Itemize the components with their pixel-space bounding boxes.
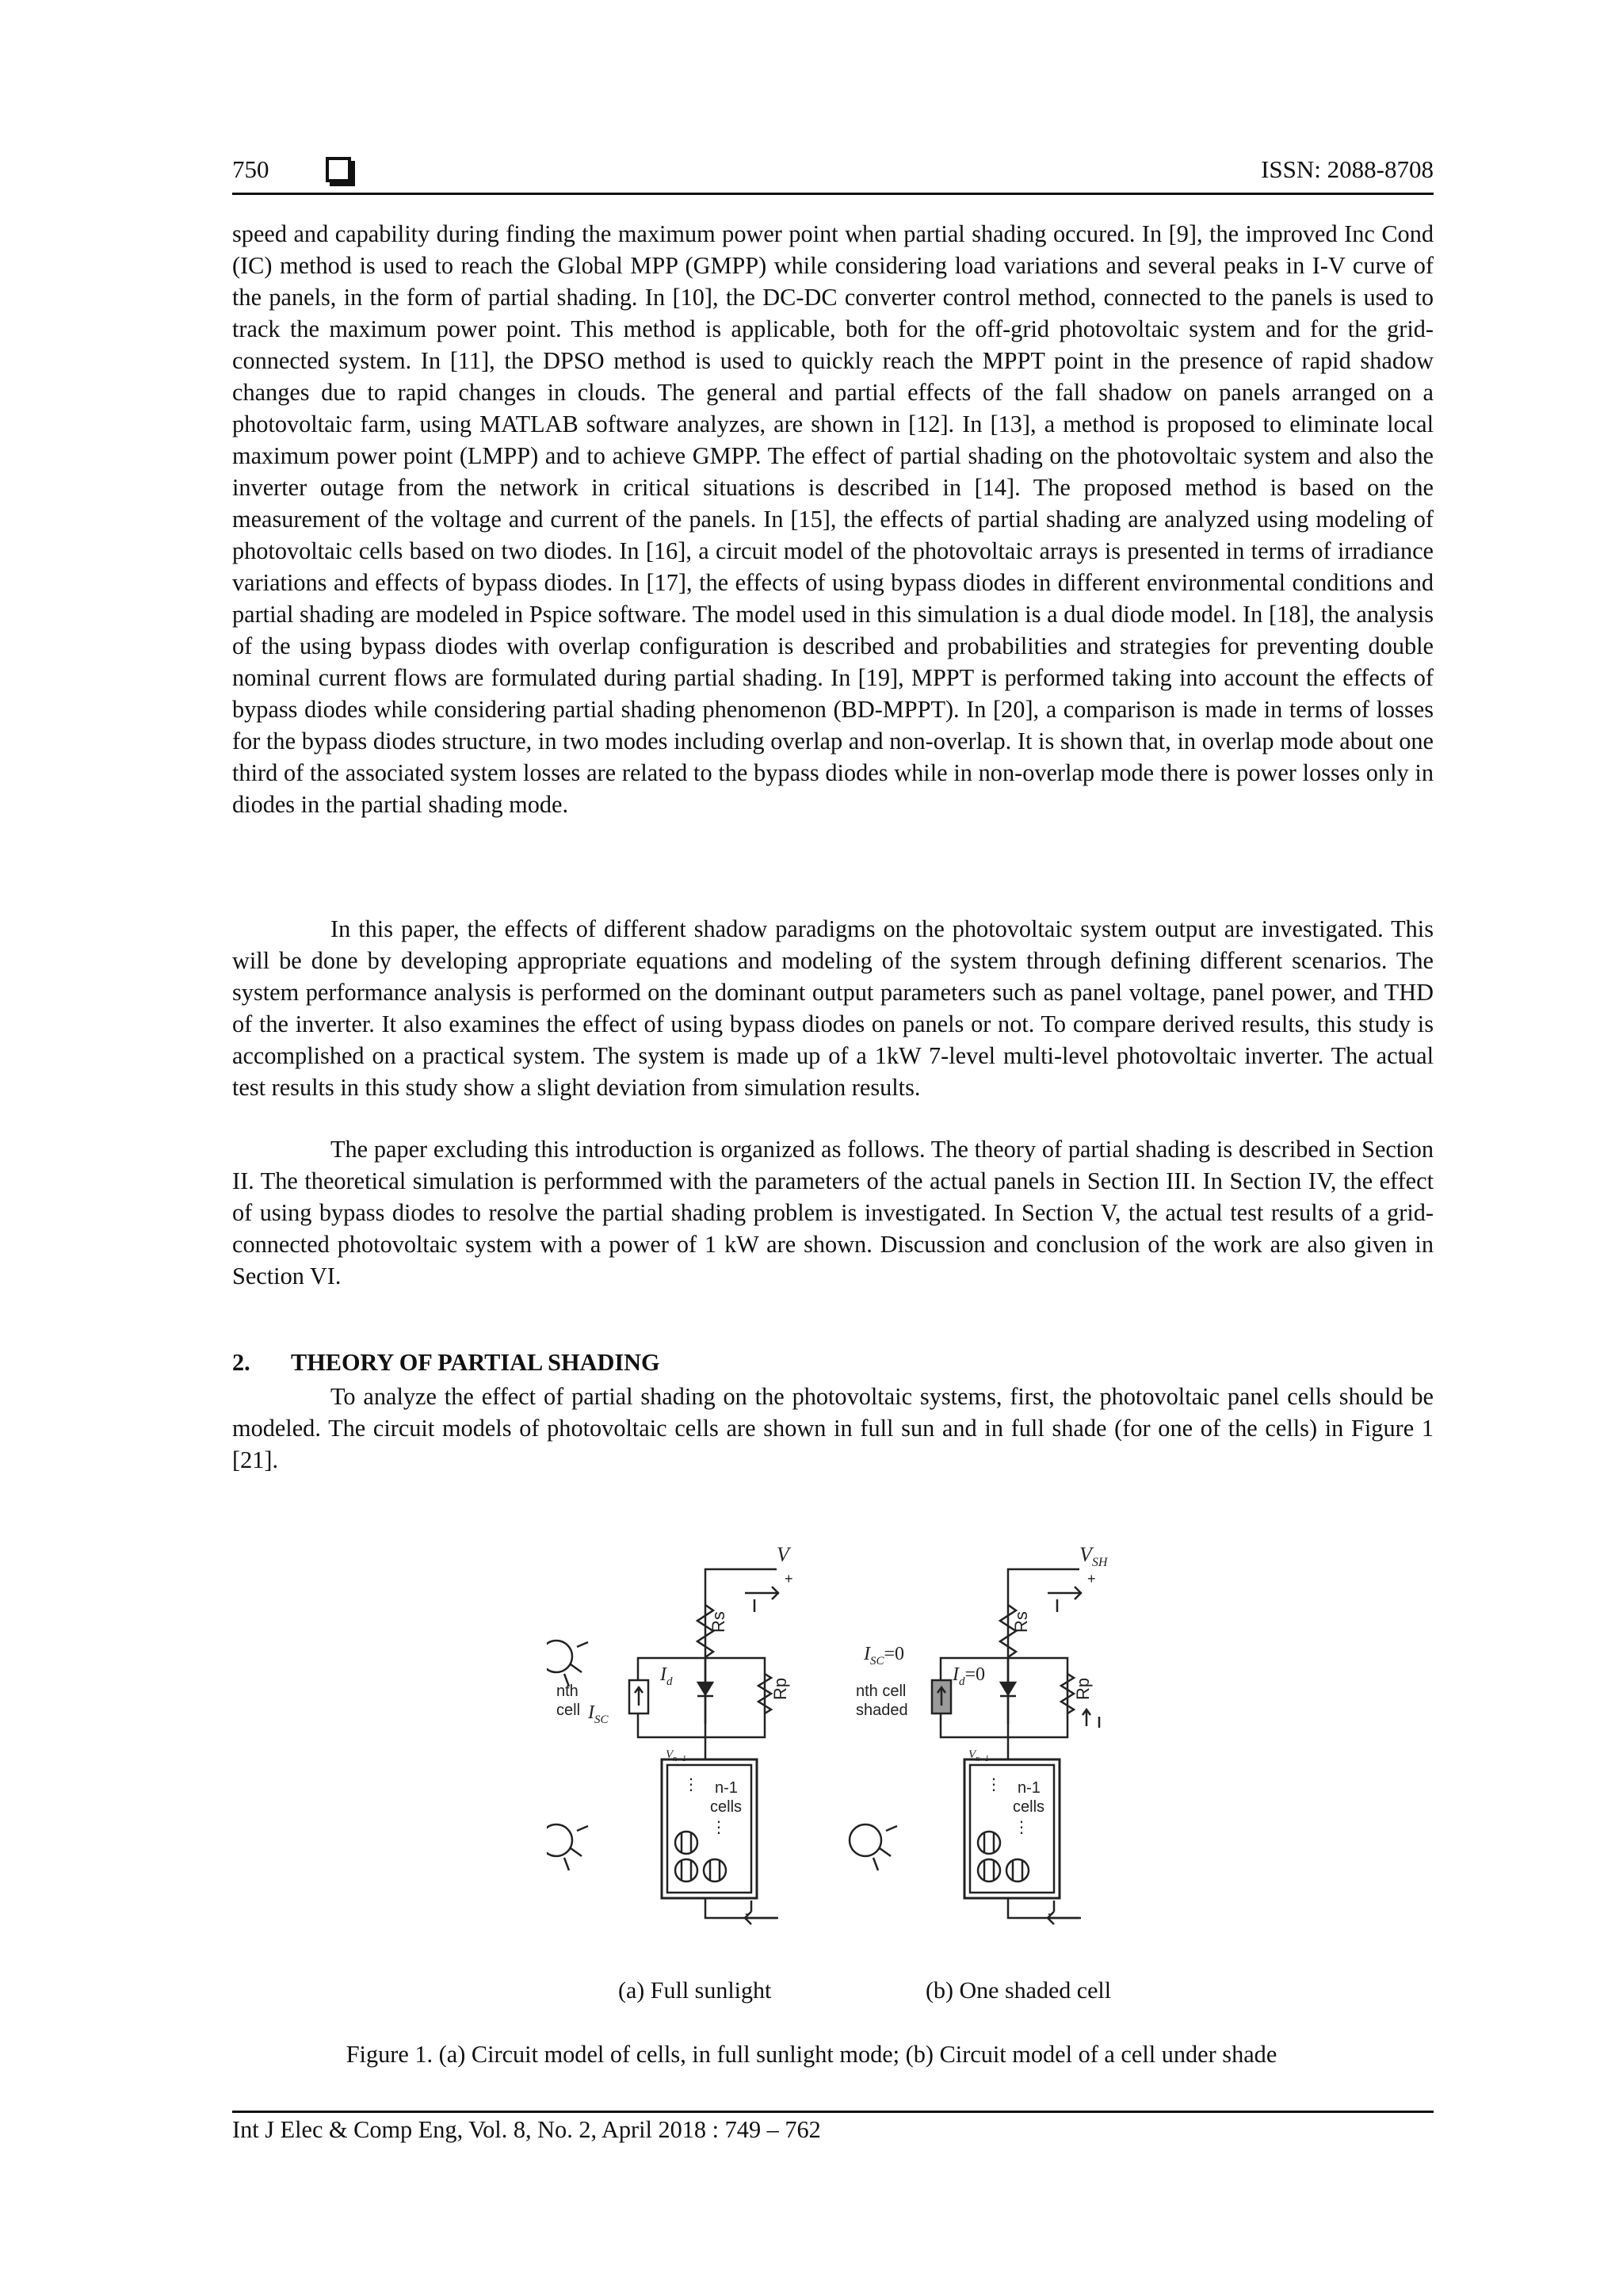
label-vn1-b: V <box>968 1748 976 1761</box>
label-nth: nth <box>556 1683 579 1700</box>
svg-text:VSH <box>1079 1543 1109 1569</box>
circuit-b <box>850 1569 1099 1924</box>
page-header <box>232 155 1434 195</box>
svg-text:ISC=0 <box>863 1644 904 1668</box>
label-cells: cells <box>710 1798 743 1816</box>
footer-rule <box>232 2111 1434 2113</box>
label-n1-b: n-1 <box>1018 1779 1041 1797</box>
paragraph-3: The paper excluding this introduction is organized as follows. The theory of partial shading is described in Section II. The theoretical simulation is performmed with the parameters of the actual panels in Section III. In Section IV, the effect of using bypass diodes to resolve the partial shading problem is investigated. In Section V, the actual test results of a grid-connected photovoltaic system with a power of 1 kW are shown. Discussion and conclusion of the work are also given in Section VI. <box>232 1136 1434 1289</box>
section-title: THEORY OF PARTIAL SHADING <box>291 1349 660 1376</box>
box-icon <box>326 157 351 182</box>
svg-text:⋮: ⋮ <box>986 1776 1002 1794</box>
label-plus: + <box>785 1571 793 1587</box>
subcaption-a: (a) Full sunlight <box>618 1977 772 2004</box>
circuit-b-labels <box>856 1543 1109 1921</box>
label-id-b: I <box>953 1664 959 1685</box>
label-rs-b: Rs <box>1011 1611 1031 1633</box>
label-minus-b: - <box>1048 1905 1052 1921</box>
label-rp-b: Rp <box>1073 1677 1093 1700</box>
label-n1: n-1 <box>715 1779 738 1797</box>
figure-caption: Figure 1. (a) Circuit model of cells, in full sunlight mode; (b) Circuit model of a cell under shade <box>346 2041 1277 2068</box>
svg-text:Id=0 <box>952 1664 985 1688</box>
label-id-b-sub: d <box>959 1675 965 1688</box>
label-isc-b-sub: SC <box>870 1655 884 1668</box>
label-isc-sub: SC <box>594 1713 609 1726</box>
label-vsh-sub: SH <box>1091 1556 1108 1569</box>
label-isc-b-eq: =0 <box>884 1644 905 1664</box>
issn: ISSN: 2088-8708 <box>1261 155 1434 183</box>
page-number: 750 <box>232 155 269 183</box>
label-vsh: V <box>1079 1543 1092 1566</box>
svg-text:⋮: ⋮ <box>683 1776 699 1794</box>
label-id: I <box>660 1664 666 1685</box>
subcaption-b: (b) One shaded cell <box>926 1977 1112 2004</box>
label-plus-b: + <box>1087 1571 1096 1587</box>
svg-text:Vn−1 <box>666 1748 686 1763</box>
label-id-sub: d <box>666 1675 673 1688</box>
header-rule <box>232 193 1434 195</box>
label-rs: Rs <box>708 1611 728 1633</box>
label-shaded: shaded <box>856 1702 908 1719</box>
label-rp: Rp <box>770 1677 790 1700</box>
section-number: 2. <box>232 1349 250 1376</box>
label-cells-b: cells <box>1013 1798 1045 1816</box>
svg-text:Id <box>659 1664 673 1688</box>
circuit-a <box>547 1569 778 1924</box>
svg-text:ISC <box>587 1702 609 1726</box>
label-vn1-sub: n−1 <box>673 1755 686 1763</box>
label-isc: I <box>588 1702 594 1723</box>
paragraph-4: To analyze the effect of partial shading on the photovoltaic systems, first, the photovoltaic panel cells should be modeled. The circuit models of photovoltaic cells are shown in full sun and in full shade (for one of the cells) in Figure 1 [21]. <box>232 1383 1434 1473</box>
label-minus: - <box>745 1905 750 1921</box>
label-vn1-b-sub: n−1 <box>976 1755 989 1763</box>
circuit-diagram <box>547 1538 1149 1981</box>
paragraph-1: speed and capability during finding the maximum power point when partial shading occured. In [9], the improved Inc Cond (IC) method is used to reach the Global MPP (GMPP) while considering load variations and several peaks in I-V curve of the panels, in the form of partial shading. In [10], the DC-DC converter control method, connected to the panels is used to track the maximum power point. This method is applicable, both for the off-grid photovoltaic system and for the grid-connected system. In [11], the DPSO method is used to quickly reach the MPPT point in the presence of rapid shadow changes due to rapid changes in clouds. The general and partial effects of the fall shadow on panels arranged on a photovoltaic farm, using MATLAB software analyzes, are shown in [12]. In [13], a method is proposed to eliminate local maximum power point (LMPP) and to achieve GMPP. The effect of partial shading on the photovoltaic system and also the inverter outage from the network in critical situations is described in [14]. The proposed method is based on the measurement of the voltage and current of the panels. In [15], the effects of partial shading are analyzed using modeling of photovoltaic cells based on two diodes. In [16], a circuit model of the photovoltaic arrays is presented in terms of irradiance variations and effects of bypass diodes. In [17], the effects of using bypass diodes in different environmental conditions and partial shading are modeled in Pspice software. The model used in this simulation is a dual diode model. In [18], the analysis of the using bypass diodes with overlap configuration is described and probabilities and strategies for preventing double nominal current flows are formulated during partial shading. In [19], MPPT is performed taking into account the effects of bypass diodes while considering partial shading phenomenon (BD-MPPT). In [20], a comparison is made in terms of losses for the bypass diodes structure, in two modes including overlap and non-overlap. It is shown that, in overlap mode about one third of the associated system losses are related to the bypass diodes while in non-overlap mode there is power losses only in diodes in the partial shading mode. <box>232 220 1434 818</box>
label-nth-cell: nth cell <box>856 1683 907 1700</box>
label-isc-b: I <box>864 1644 870 1664</box>
svg-text:⋮: ⋮ <box>1014 1819 1029 1836</box>
section-heading <box>232 1349 660 1377</box>
paragraph-2: In this paper, the effects of different shadow paradigms on the photovoltaic system output are investigated. This will be done by developing appropriate equations and modeling of the system through defining different scenarios. The system performance analysis is performed on the dominant output parameters such as panel voltage, panel power, and THD of the inverter. It also examines the effect of using bypass diodes on panels or not. To compare derived results, this study is accomplished on a practical system. The system is made up of a 1kW 7-level multi-level photovoltaic inverter. The actual test results in this study show a slight deviation from simulation results. <box>232 915 1434 1101</box>
label-id-b-eq: =0 <box>964 1664 986 1685</box>
label-vn1: V <box>666 1748 674 1761</box>
svg-text:⋮: ⋮ <box>711 1819 727 1836</box>
svg-text:Vn−1 <box>968 1748 989 1763</box>
label-cell: cell <box>556 1702 581 1719</box>
figure-1 <box>547 1538 1149 2013</box>
footer-citation: Int J Elec & Comp Eng, Vol. 8, No. 2, April 2018 : 749 – 762 <box>232 2116 821 2143</box>
label-v: V <box>777 1543 789 1566</box>
